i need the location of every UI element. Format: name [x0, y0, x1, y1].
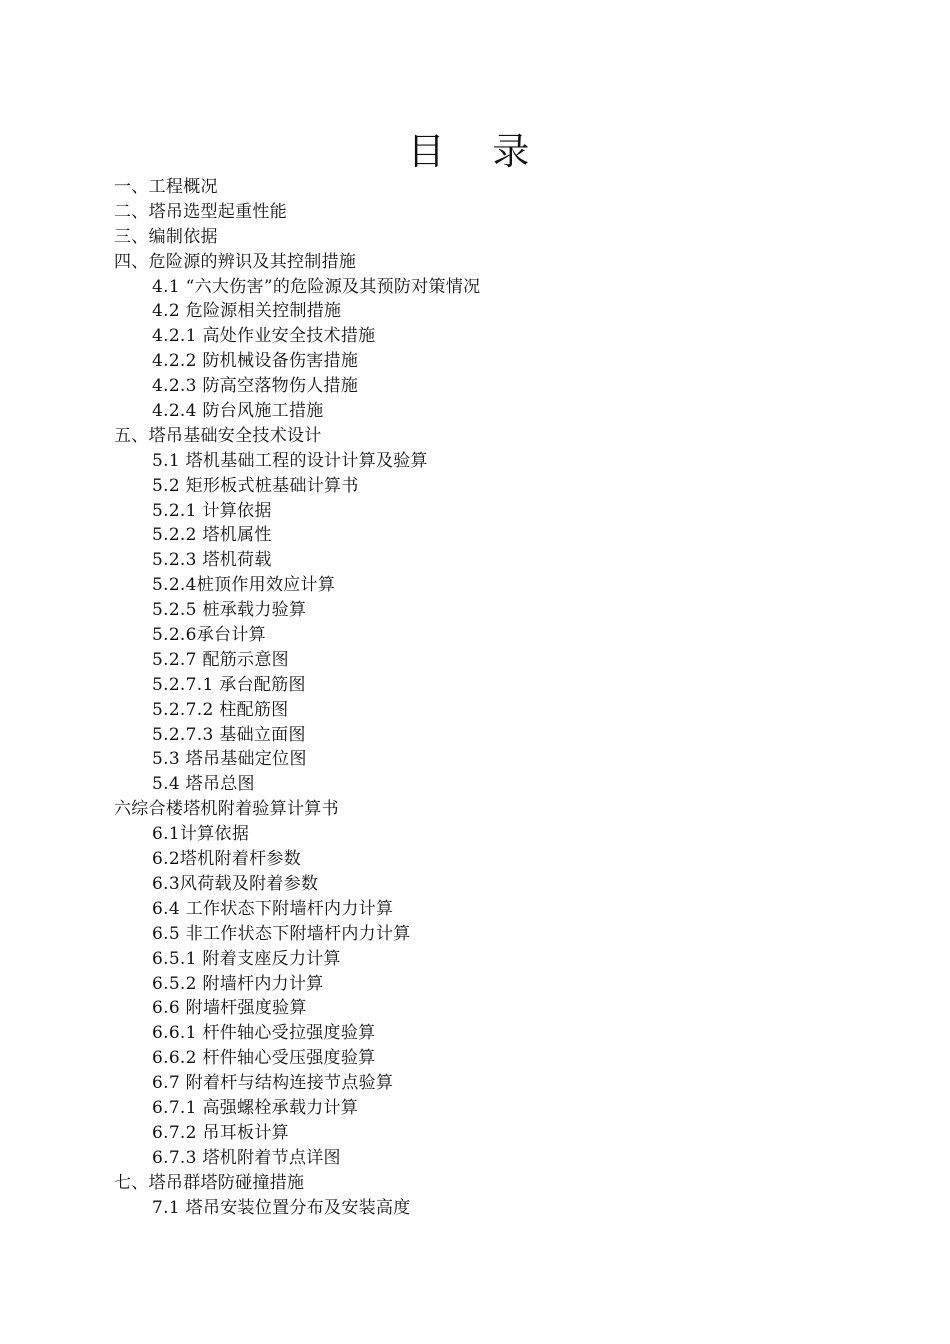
- toc-subsection-entry: 4.2.1 高处作业安全技术措施: [152, 326, 376, 347]
- toc-subsection-entry: 5.1 塔机基础工程的设计计算及验算: [152, 450, 428, 471]
- toc-subsection-entry: 4.2.2 防机械设备伤害措施: [152, 351, 359, 372]
- toc-subsection-entry: 6.7.1 高强螺栓承载力计算: [152, 1097, 359, 1118]
- toc-subsection-entry: 4.2.4 防台风施工措施: [152, 401, 324, 422]
- toc-subsection-entry: 6.1计算依据: [152, 824, 250, 845]
- toc-subsection-entry: 6.6 附墙杆强度验算: [152, 998, 307, 1019]
- toc-section-entry: 七、塔吊群塔防碰撞措施: [114, 1172, 305, 1193]
- toc-section-entry: 四、危险源的辨识及其控制措施: [114, 251, 357, 272]
- toc-section-entry: 五、塔吊基础安全技术设计: [114, 425, 322, 446]
- toc-subsection-entry: 5.2.7.3 基础立面图: [152, 724, 306, 745]
- toc-list: [114, 175, 874, 1220]
- toc-subsection-entry: 6.3风荷载及附着参数: [152, 873, 319, 894]
- toc-subsection-entry: 6.2塔机附着杆参数: [152, 849, 302, 870]
- toc-subsection-entry: 4.2 危险源相关控制措施: [152, 301, 342, 322]
- toc-subsection-entry: 5.2.4桩顶作用效应计算: [152, 575, 336, 596]
- toc-title: 目 录: [407, 130, 548, 173]
- toc-subsection-entry: 6.7.3 塔机附着节点详图: [152, 1147, 341, 1168]
- toc-subsection-entry: 6.4 工作状态下附墙杆内力计算: [152, 898, 394, 919]
- toc-subsection-entry: 6.6.2 杆件轴心受压强度验算: [152, 1048, 376, 1069]
- toc-section-entry: 六综合楼塔机附着验算计算书: [114, 799, 339, 820]
- toc-subsection-entry: 5.3 塔吊基础定位图: [152, 749, 307, 770]
- toc-subsection-entry: 6.7 附着杆与结构连接节点验算: [152, 1073, 394, 1094]
- toc-subsection-entry: 5.2.7.2 柱配筋图: [152, 699, 289, 720]
- toc-subsection-entry: 4.2.3 防高空落物伤人措施: [152, 376, 359, 397]
- toc-subsection-entry: 5.2.7.1 承台配筋图: [152, 674, 306, 695]
- toc-subsection-entry: 6.5 非工作状态下附墙杆内力计算: [152, 923, 411, 944]
- toc-subsection-entry: 6.5.2 附墙杆内力计算: [152, 973, 324, 994]
- toc-subsection-entry: 6.6.1 杆件轴心受拉强度验算: [152, 1023, 376, 1044]
- toc-subsection-entry: 5.2 矩形板式桩基础计算书: [152, 475, 359, 496]
- toc-subsection-entry: 5.2.2 塔机属性: [152, 525, 272, 546]
- toc-subsection-entry: 5.4 塔吊总图: [152, 774, 255, 795]
- toc-subsection-entry: 5.2.5 桩承载力验算: [152, 600, 307, 621]
- toc-subsection-entry: 5.2.1 计算依据: [152, 500, 272, 521]
- toc-subsection-entry: 5.2.6承台计算: [152, 625, 266, 646]
- toc-section-entry: 三、编制依据: [114, 226, 218, 247]
- toc-subsection-entry: 7.1 塔吊安装位置分布及安装高度: [152, 1197, 411, 1218]
- toc-subsection-entry: 4.1 “六大伤害”的危险源及其预防对策情况: [152, 276, 481, 297]
- toc-subsection-entry: 6.5.1 附着支座反力计算: [152, 948, 341, 969]
- toc-subsection-entry: 5.2.3 塔机荷载: [152, 550, 272, 571]
- toc-subsection-entry: 5.2.7 配筋示意图: [152, 649, 289, 670]
- toc-section-entry: 一、工程概况: [114, 177, 218, 197]
- toc-subsection-entry: 6.7.2 吊耳板计算: [152, 1122, 289, 1143]
- toc-section-entry: 二、塔吊选型起重性能: [114, 201, 287, 222]
